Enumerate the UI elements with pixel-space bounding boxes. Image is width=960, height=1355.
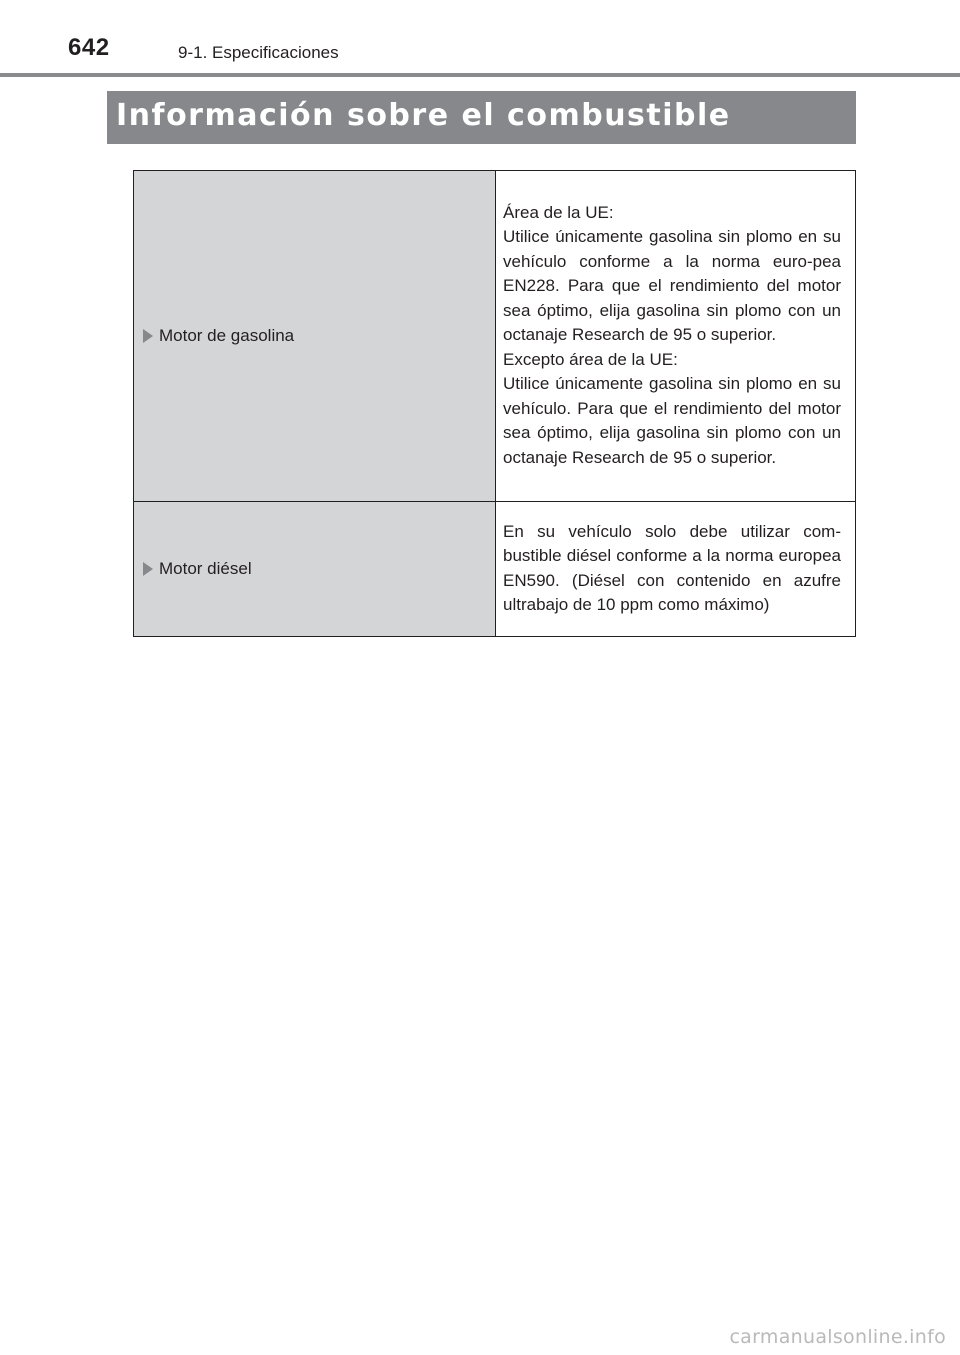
paragraph: Área de la UE: (503, 202, 614, 222)
page-header (0, 0, 960, 78)
fuel-table (133, 170, 856, 637)
row-label: Motor de gasolina (159, 326, 295, 345)
table-row (134, 502, 856, 637)
triangle-right-icon (143, 562, 153, 576)
paragraph: Utilice únicamente gasolina sin plomo en su vehículo. Para que el rendimiento del motor sea óptimo, elija gasolina sin plomo con un octanaje Research de 95 o superior. (503, 374, 841, 467)
header-divider (0, 73, 960, 77)
triangle-right-icon (143, 329, 153, 343)
paragraph: En su vehículo solo debe utilizar com-bustible diésel conforme a la norma europea EN590. (Diésel con contenido en azufre ultrabajo de 10 ppm como máximo) (503, 521, 841, 614)
table-label-cell (134, 502, 496, 637)
paragraph: Utilice únicamente gasolina sin plomo en su vehículo conforme a la norma euro-pea EN228. Para que el rendimiento del motor sea óptimo, elija gasolina sin plomo con un octanaje Research de 95 o superior. (503, 227, 841, 345)
title-bar (107, 91, 856, 144)
watermark: carmanualsonline.info (729, 1326, 946, 1348)
paragraph: Excepto área de la UE: (503, 349, 678, 369)
row-label: Motor diésel (159, 559, 252, 578)
table-row (134, 171, 856, 502)
page-title: Información sobre el combustible (116, 98, 731, 133)
table-label-cell (134, 171, 496, 502)
page-number: 642 (68, 34, 110, 61)
section-title: 9-1. Especificaciones (178, 43, 339, 62)
table-description-cell (496, 502, 856, 637)
table-description-cell (496, 171, 856, 502)
